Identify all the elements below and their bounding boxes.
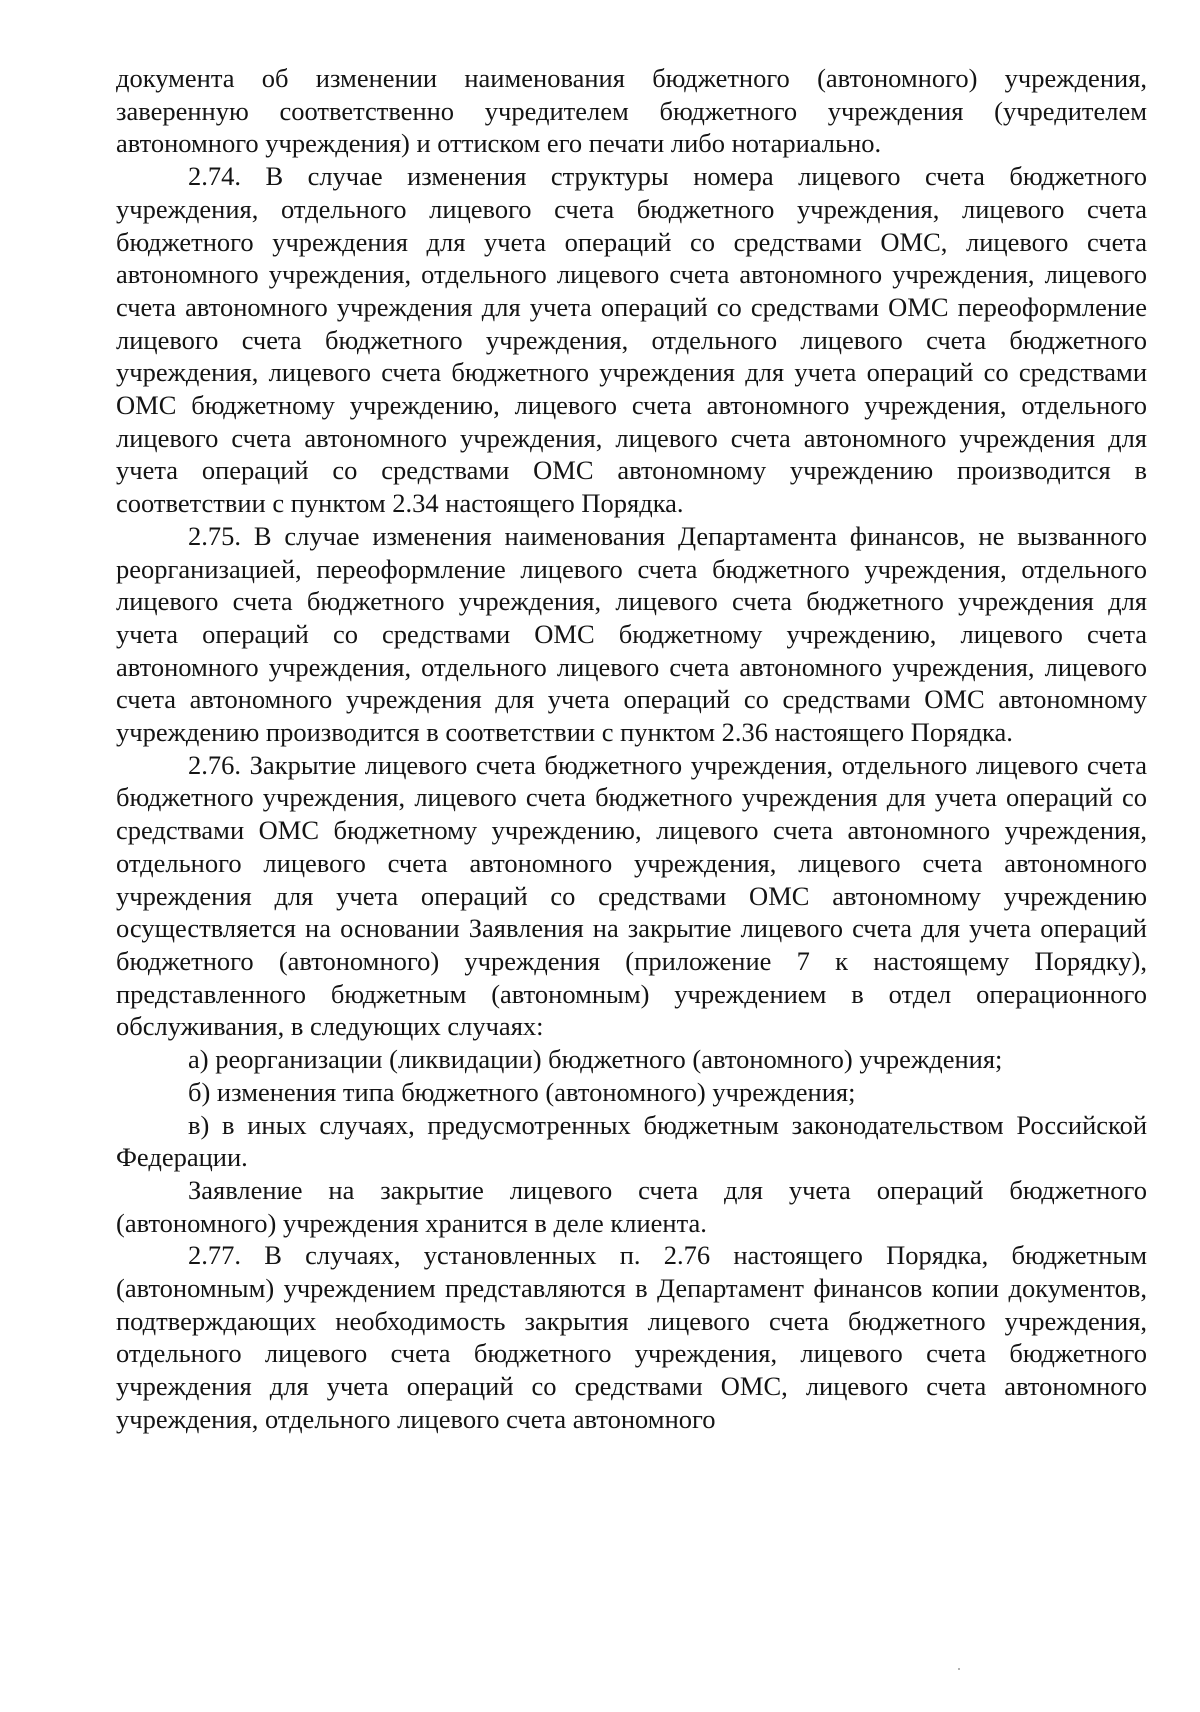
list-item-v: в) в иных случаях, предусмотренных бюджетным законодательством Российской Федерации. [116, 1109, 1147, 1173]
paragraph-2-76: 2.76. Закрытие лицевого счета бюджетного учреждения, отдельного лицевого счета бюджетного учреждения, лицевого счета бюджетного учреждения для учета операций со средствами ОМС бюджетному учреждению, лицевого счета автономного учреждения, отдельного лицевого счета автономного учреждения, лицевого счета автономного учреждения для учета операций со средствами ОМС автономному учреждению осуществляется на основании Заявления на закрытие лицевого счета для учета операций бюджетного (автономного) учреждения (приложение 7 к настоящему Порядку), представленного бюджетным (автономным) учреждением в отдел операционного обслуживания, в следующих случаях: [116, 749, 1147, 1042]
list-item-b: б) изменения типа бюджетного (автономного) учреждения; [188, 1076, 856, 1107]
paragraph-application-storage: Заявление на закрытие лицевого счета для учета операций бюджетного (автономного) учреждения хранится в деле клиента. [116, 1174, 1147, 1238]
scan-speck [958, 1668, 960, 1670]
paragraph-continuation: документа об изменении наименования бюджетного (автономного) учреждения, заверенную соответственно учредителем бюджетного учреждения (учредителем автономного учреждения) и оттиском его печати либо нотариально. [116, 63, 1147, 159]
document-body [116, 62, 1147, 1436]
paragraph-2-74: 2.74. В случае изменения структуры номера лицевого счета бюджетного учреждения, отдельного лицевого счета бюджетного учреждения, лицевого счета бюджетного учреждения для учета операций со средствами ОМС, лицевого счета автономного учреждения, отдельного лицевого счета автономного учреждения, лицевого счета автономного учреждения для учета операций со средствами ОМС переоформление лицевого счета бюджетного учреждения, отдельного лицевого счета бюджетного учреждения, лицевого счета бюджетного учреждения для учета операций со средствами ОМС бюджетному учреждению, лицевого счета автономного учреждения, отдельного лицевого счета автономного учреждения, лицевого счета автономного учреждения для учета операций со средствами ОМС автономному учреждению производится в соответствии с пунктом 2.34 настоящего Порядка. [116, 161, 1147, 519]
paragraph-2-75: 2.75. В случае изменения наименования Департамента финансов, не вызванного реорганизацией, переоформление лицевого счета бюджетного учреждения, отдельного лицевого счета бюджетного учреждения, лицевого счета бюджетного учреждения для учета операций со средствами ОМС бюджетному учреждению, лицевого счета автономного учреждения, отдельного лицевого счета автономного учреждения, лицевого счета автономного учреждения для учета операций со средствами ОМС автономному учреждению производится в соответствии с пунктом 2.36 настоящего Порядка. [116, 520, 1147, 748]
list-item-a: а) реорганизации (ликвидации) бюджетного (автономного) учреждения; [188, 1044, 1003, 1075]
paragraph-2-77: 2.77. В случаях, установленных п. 2.76 настоящего Порядка, бюджетным (автономным) учреждением представляются в Департамент финансов копии документов, подтверждающих необходимость закрытия лицевого счета бюджетного учреждения, отдельного лицевого счета бюджетного учреждения, лицевого счета бюджетного учреждения для учета операций со средствами ОМС, лицевого счета автономного учреждения, отдельного лицевого счета автономного [116, 1240, 1147, 1434]
